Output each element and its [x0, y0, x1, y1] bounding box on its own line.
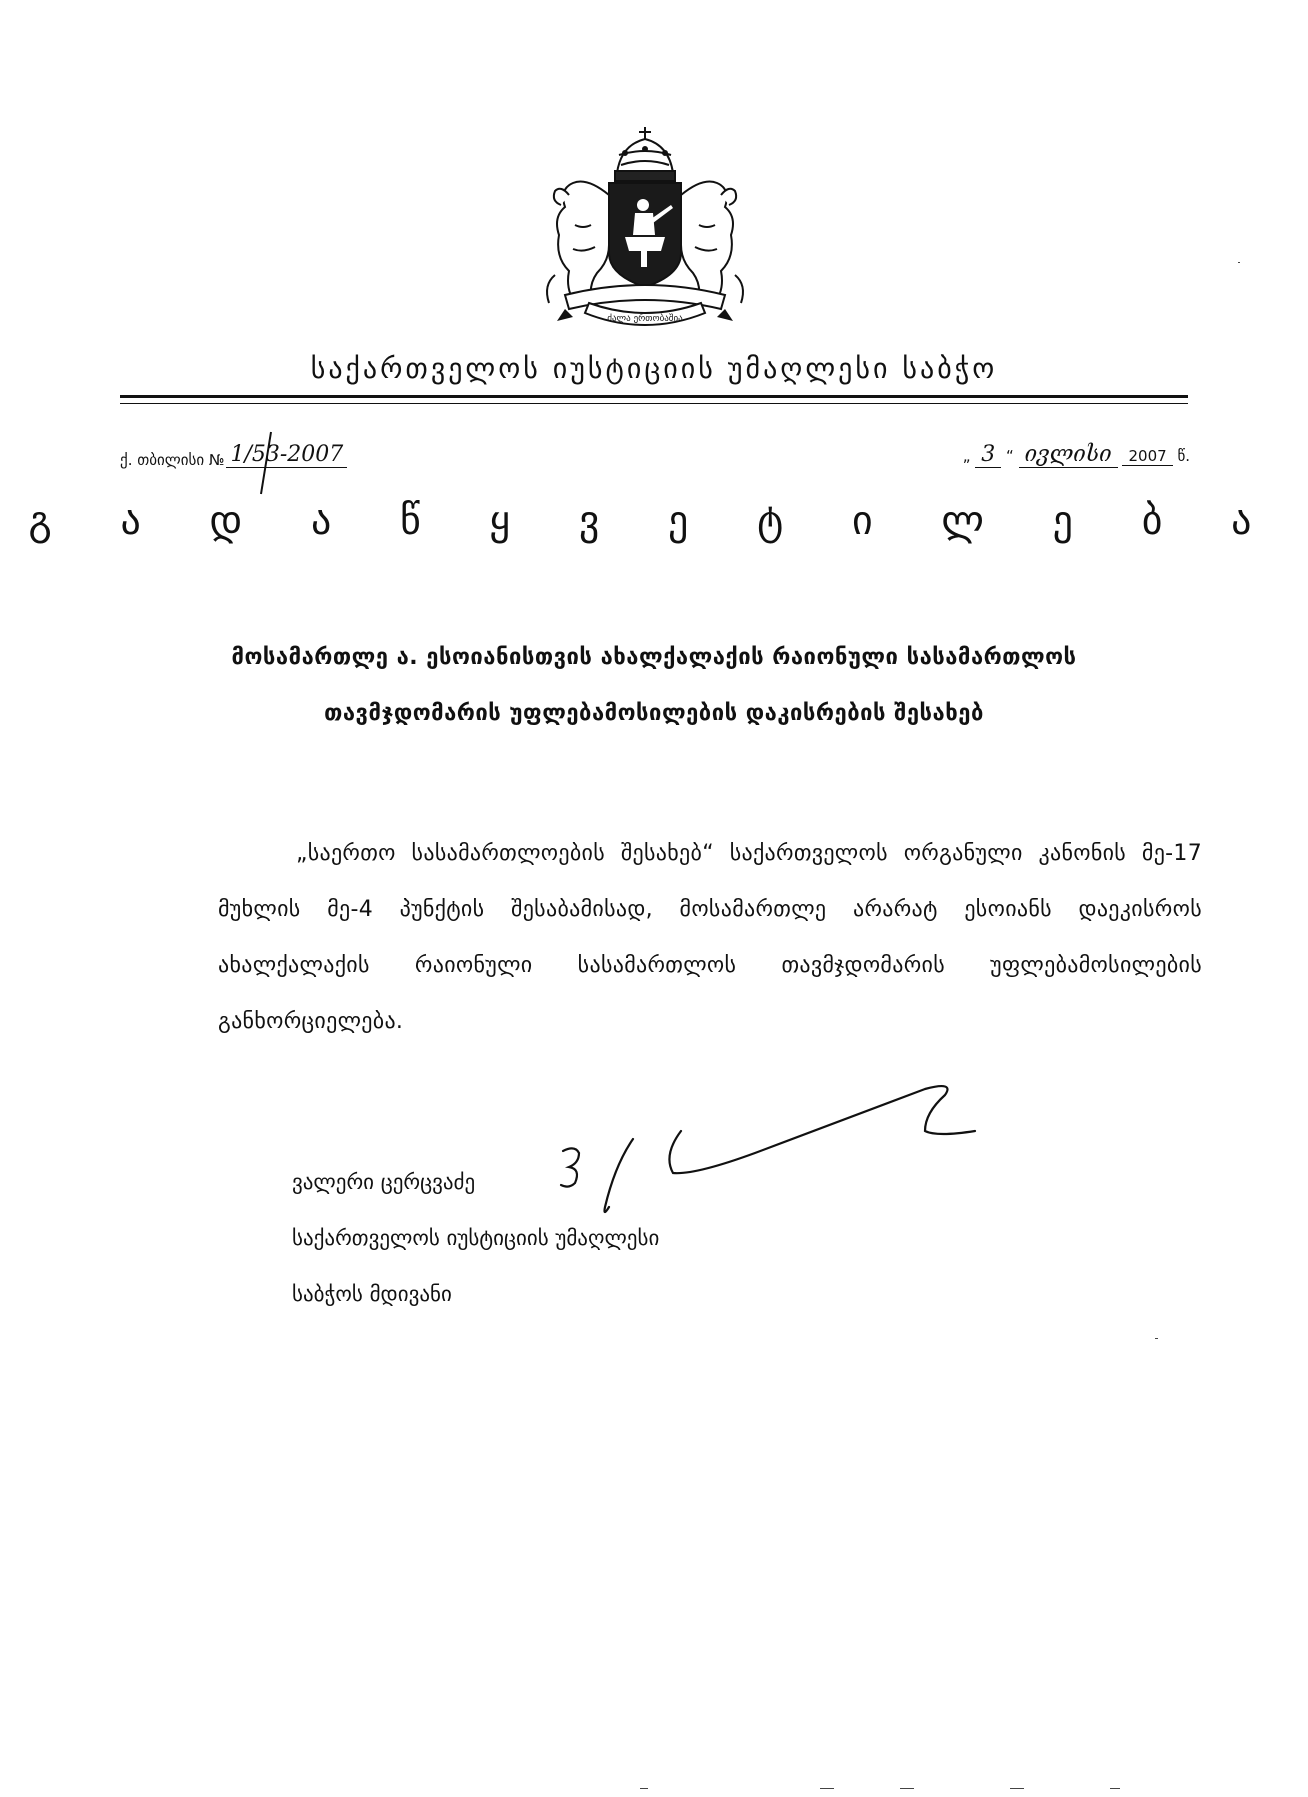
- document-date: [963, 442, 1190, 468]
- scan-speck: [1238, 262, 1240, 263]
- document-subject: [200, 630, 1108, 742]
- subject-line-2: თავმჯდომარის უფლებამოსილების დაკისრების შესახებ: [324, 701, 984, 726]
- date-year-suffix: წ.: [1177, 447, 1190, 465]
- scan-speck: [820, 1788, 834, 1789]
- date-month: ივლისი: [1019, 442, 1118, 468]
- date-close-quote: “: [1006, 447, 1014, 465]
- signatory-title-line-1: საქართველოს იუსტიციის უმაღლესი: [292, 1226, 660, 1250]
- scan-speck: [1110, 1788, 1120, 1789]
- scan-speck: [1010, 1788, 1024, 1789]
- date-year: 2007: [1122, 447, 1172, 466]
- emblem-motto: ძალა ერთობაშია: [607, 314, 683, 324]
- handwritten-slash-icon: [255, 430, 275, 496]
- signatory-name: ვალერი ცერცვაძე: [292, 1170, 476, 1194]
- document-number: 1/53-2007: [226, 442, 347, 468]
- city-label: ქ. თბილისი №: [120, 451, 225, 469]
- header-divider-thick: [120, 395, 1188, 398]
- organization-name: საქართველოს იუსტიციის უმაღლესი საბჭო: [310, 352, 998, 385]
- signatory-title-line-2: საბჭოს მდივანი: [292, 1282, 452, 1306]
- scan-speck: [900, 1788, 914, 1789]
- scan-speck: [1155, 1338, 1158, 1339]
- header-divider-thin: [120, 403, 1188, 404]
- signatory-block: [292, 1154, 659, 1322]
- reference-number: [120, 442, 347, 472]
- subject-line-1: მოსამართლე ა. ესოიანისთვის ახალქალაქის რაიონული სასამართლოს: [231, 645, 1077, 670]
- date-open-quote: „: [962, 447, 971, 465]
- date-day: 3: [975, 442, 1001, 468]
- decree-body: „საერთო სასამართლოების შესახებ“ საქართველოს ორგანული კანონის მე-17 მუხლის მე-4 პუნქტის შესაბამისად, მოსამართლე არარატ ესოიანს დაეკისროს ახალქალაქის რაიონული სასამართლოს თავმჯდომარის უფლებამოსილების განხორციელება.: [218, 841, 1202, 1034]
- scan-speck: [640, 1788, 648, 1789]
- coat-of-arms-icon: [525, 125, 765, 340]
- document-type-title: გ ა დ ა წ ყ ვ ე ტ ი ლ ე ბ ა: [28, 498, 1280, 544]
